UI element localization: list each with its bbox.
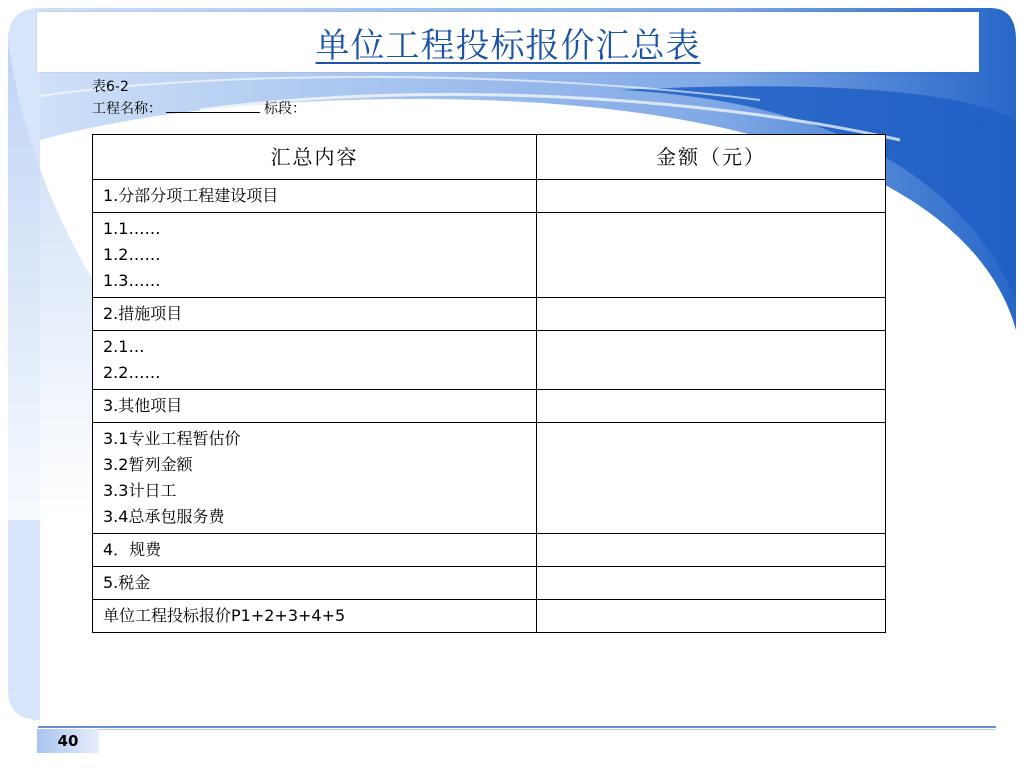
row-line: 3.其他项目 bbox=[103, 396, 183, 415]
row-line: 2.措施项目 bbox=[103, 304, 183, 323]
summary-table bbox=[92, 134, 886, 633]
row-line: 3.4总承包服务费 bbox=[103, 507, 225, 526]
row-line: 单位工程投标报价P1+2+3+4+5 bbox=[103, 606, 346, 625]
row-amount bbox=[537, 213, 886, 298]
table-header-row bbox=[93, 135, 886, 180]
slide-title: 单位工程投标报价汇总表 bbox=[315, 26, 701, 66]
row-amount bbox=[537, 331, 886, 390]
row-content bbox=[93, 567, 537, 600]
row-amount bbox=[537, 423, 886, 534]
table-row bbox=[93, 180, 886, 213]
footer-divider-secondary bbox=[38, 729, 996, 730]
row-amount bbox=[537, 180, 886, 213]
row-content bbox=[93, 180, 537, 213]
row-amount bbox=[537, 600, 886, 633]
row-line: 5.税金 bbox=[103, 573, 151, 592]
table-row bbox=[93, 567, 886, 600]
row-line: 2.2…… bbox=[103, 363, 161, 382]
row-amount bbox=[537, 390, 886, 423]
project-name-label: 工程名称： bbox=[92, 101, 162, 117]
row-line: 3.3计日工 bbox=[103, 481, 177, 500]
header-amount: 金额（元） bbox=[537, 135, 886, 180]
row-content bbox=[93, 213, 537, 298]
section-label: 标段： bbox=[264, 101, 306, 117]
row-line: 3.1专业工程暂估价 bbox=[103, 429, 241, 448]
header-summary-content: 汇总内容 bbox=[93, 135, 537, 180]
footer-divider bbox=[38, 726, 996, 728]
table-row bbox=[93, 534, 886, 567]
row-line: 4．规费 bbox=[103, 540, 162, 559]
row-line: 1.1…… bbox=[103, 219, 161, 238]
project-info-line bbox=[92, 100, 306, 118]
table-row bbox=[93, 390, 886, 423]
table-row bbox=[93, 331, 886, 390]
row-line: 2.1… bbox=[103, 337, 145, 356]
row-amount bbox=[537, 534, 886, 567]
row-content bbox=[93, 298, 537, 331]
row-amount bbox=[537, 567, 886, 600]
row-content bbox=[93, 534, 537, 567]
row-content bbox=[93, 331, 537, 390]
row-content bbox=[93, 600, 537, 633]
row-content bbox=[93, 390, 537, 423]
table-row bbox=[93, 298, 886, 331]
table-row bbox=[93, 423, 886, 534]
row-line: 1.3…… bbox=[103, 271, 161, 290]
page-number: 40 bbox=[37, 729, 99, 753]
table-row bbox=[93, 600, 886, 633]
table-row bbox=[93, 213, 886, 298]
project-name-blank bbox=[166, 100, 260, 113]
row-line: 3.2暂列金额 bbox=[103, 455, 193, 474]
table-number: 表6-2 bbox=[92, 79, 129, 95]
row-line: 1.分部分项工程建设项目 bbox=[103, 186, 279, 205]
row-line: 1.2…… bbox=[103, 245, 161, 264]
row-amount bbox=[537, 298, 886, 331]
row-content bbox=[93, 423, 537, 534]
